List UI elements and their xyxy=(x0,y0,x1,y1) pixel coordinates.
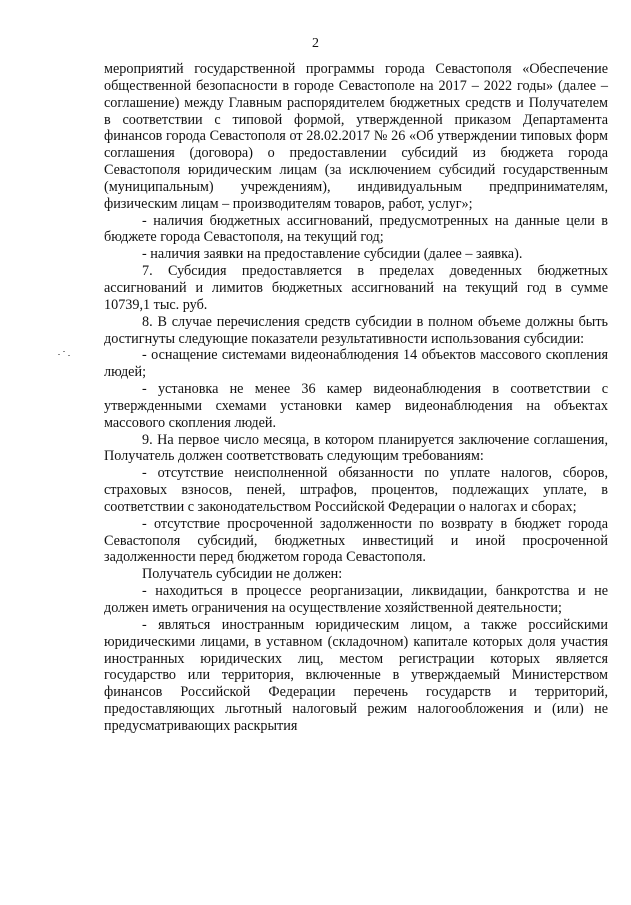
paragraph-recipient-must-not: Получатель субсидии не должен: xyxy=(142,566,343,583)
paragraph-application: - наличия заявки на предоставление субсидии (далее – заявка). xyxy=(142,246,523,263)
paragraph-clause-9: 9. На первое число месяца, в котором планируется заключение соглашения, Получатель должен соответствовать следующим требованиям: xyxy=(104,431,608,465)
scan-artifact-marks xyxy=(58,348,72,358)
paragraph-continuation: мероприятий государственной программы города Севастополя «Обеспечение общественной безопасности в городе Севастополе на 2017 – 2022 годы» (далее – соглашение) между Главным распорядителем бюджетных средств и Получателем в соответствии с типовой формой, утвержденной приказом Департамента финансов города Севастополя от 28.02.2017 № 26 «Об утверждении типовых форм соглашения (договора) о предоставлении субсидий из бюджета города Севастополя юридическим лицам (за исключением субсидий государственным (муниципальным) учреждениям), индивидуальным предпринимателям, физическим лицам – производителям товаров, работ, услуг»; xyxy=(104,61,608,212)
paragraph-clause-7: 7. Субсидия предоставляется в пределах доведенных бюджетных ассигнований и лимитов бюджетных ассигнований на текущий год в сумме 10739,1 тыс. руб. xyxy=(104,263,608,313)
paragraph-cameras: - установка не менее 36 камер видеонаблюдения в соответствии с утвержденными схемами установки камер видеонаблюдения на объектах массового скопления людей. xyxy=(104,381,608,431)
paragraph-clause-8: 8. В случае перечисления средств субсидии в полном объеме должны быть достигнуты следующие показатели результативности использования субсидии: xyxy=(104,313,608,347)
paragraph-foreign-entity: - являться иностранным юридическим лицом, а также российскими юридическими лицами, в уставном (складочном) капитале которых доля участия иностранных юридических лиц, местом регистрации которых является государство или территория, включенные в утверждаемый Министерством финансов Российской Федерации перечень государств и территорий, предоставляющих льготный налоговый режим налогообложения и (или) не предусматривающих раскрытия xyxy=(104,616,608,734)
paragraph-no-tax-debt: - отсутствие неисполненной обязанности по уплате налогов, сборов, страховых взносов, пеней, штрафов, процентов, подлежащих уплате, в соответствии с законодательством Российской Федерации о налогах и сборах; xyxy=(104,465,608,515)
paragraph-reorganization: - находиться в процессе реорганизации, ликвидации, банкротства и не должен иметь ограничения на осуществление хозяйственной деятельности; xyxy=(104,583,608,616)
page-number: 2 xyxy=(312,36,319,51)
paragraph-no-overdue-debt: - отсутствие просроченной задолженности по возврату в бюджет города Севастополя субсидий, бюджетных инвестиций и иной просроченной задолженности перед бюджетом города Севастополя. xyxy=(104,515,608,566)
document-body xyxy=(104,61,608,735)
paragraph-video-objects: - оснащение системами видеонаблюдения 14 объектов массового скопления людей; xyxy=(104,347,608,381)
paragraph-budget-allocations: - наличия бюджетных ассигнований, предусмотренных на данные цели в бюджете города Севастополя, на текущий год; xyxy=(104,212,608,246)
